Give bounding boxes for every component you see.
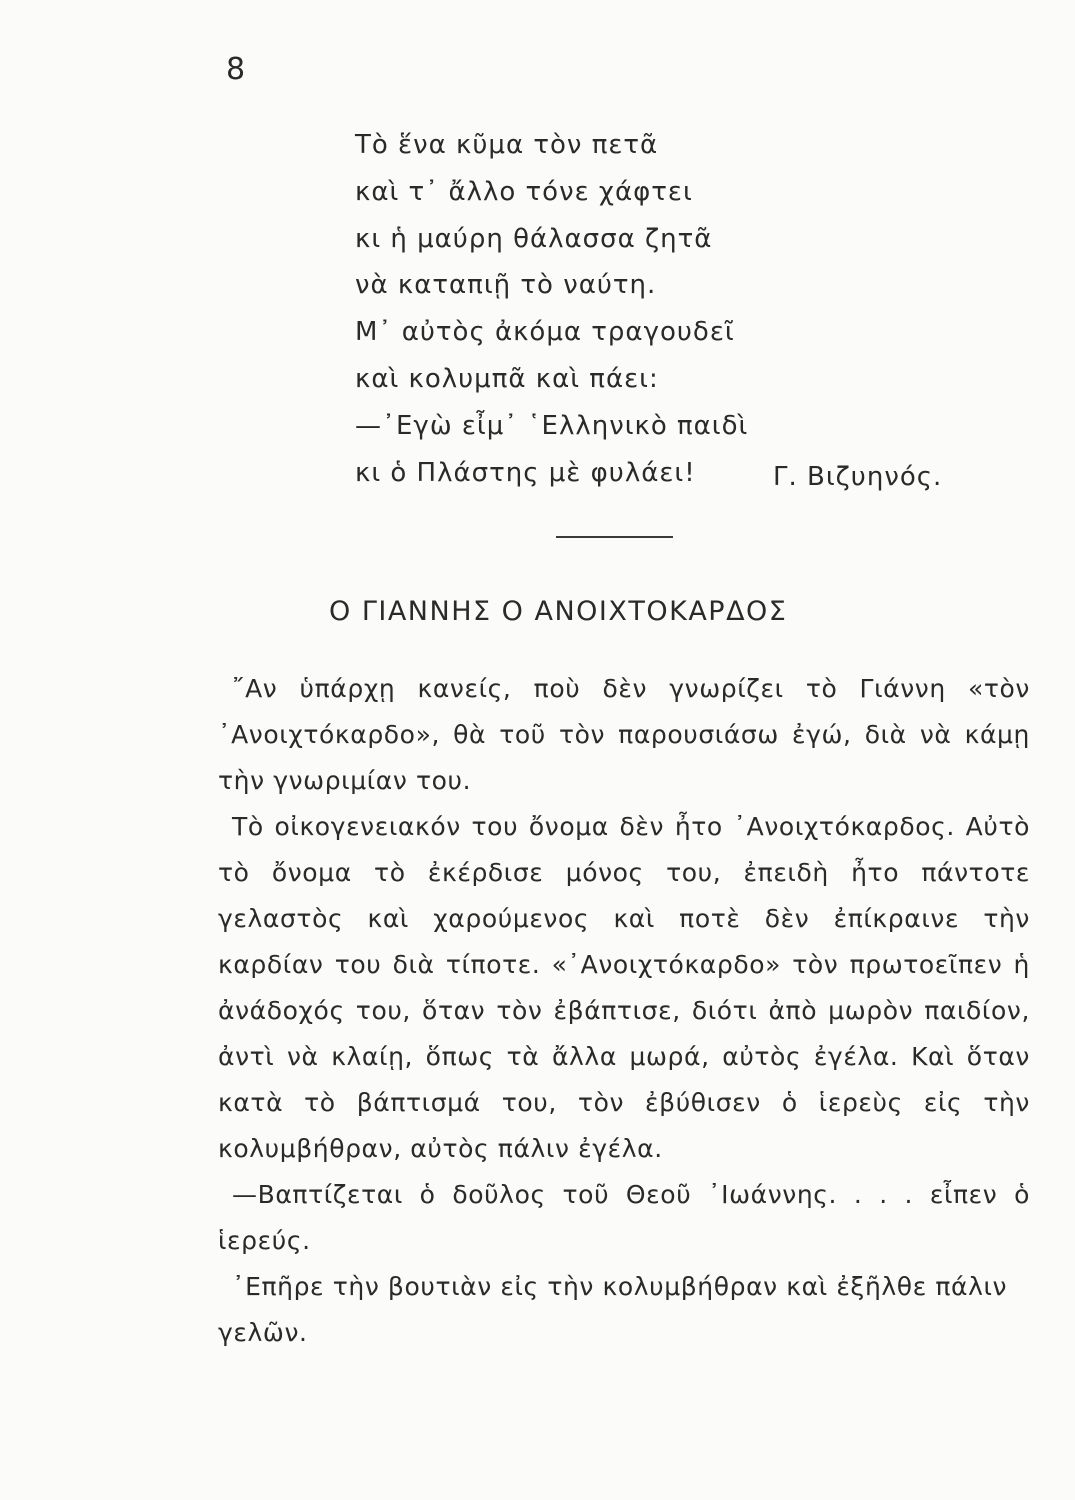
- poem-line: Τὸ ἕνα κῦμα τὸν πετᾶ: [355, 130, 659, 160]
- poem-author: Γ. Βιζυηνός.: [773, 462, 943, 492]
- poem-line: —᾽Εγὼ εἶμ᾽ ῾Ελληνικὸ παιδὶ: [355, 410, 749, 441]
- poem-line: καὶ τ᾽ ἄλλο τόνε χάφτει: [355, 176, 693, 207]
- page-number: 8: [226, 52, 246, 87]
- story-body: [218, 666, 1030, 1356]
- poem-line: κι ὁ Πλάστης μὲ φυλάει!: [355, 457, 696, 488]
- story-paragraph: ῎Αν ὑπάρχῃ κανείς, ποὺ δὲν γνωρίζει τὸ Γιάννη «τὸν ᾽Ανοιχτόκαρδο», θὰ τοῦ τὸν παρουσιάσω ἐγώ, διὰ νὰ κάμῃ τὴν γνωριμίαν του.: [218, 674, 1030, 795]
- poem: [355, 122, 815, 496]
- section-divider: [556, 536, 673, 538]
- poem-line: καὶ κολυμπᾶ καὶ πάει:: [355, 363, 659, 394]
- story-title: Ο ΓΙΑΝΝΗΣ Ο ΑΝΟΙΧΤΟΚΑΡΔΟΣ: [329, 596, 788, 627]
- poem-line: κι ἡ μαύρη θάλασσα ζητᾶ: [355, 223, 713, 254]
- story-paragraph: ᾽Επῆρε τὴν βουτιὰν εἰς τὴν κολυμβήθραν καὶ ἐξῆλθε πάλιν γελῶν.: [218, 1272, 1008, 1347]
- story-paragraph: Τὸ οἰκογενειακόν του ὄνομα δὲν ἦτο ᾽Ανοιχτόκαρδος. Αὐτὸ τὸ ὄνομα τὸ ἐκέρδισε μόνος του, ἐπειδὴ ἦτο πάντοτε γελαστὸς καὶ χαρούμενος καὶ ποτὲ δὲν ἐπίκραινε τὴν καρδίαν του διὰ τίποτε. «᾽Ανοιχτόκαρδο» τὸν πρωτοεῖπεν ἡ ἀνάδοχός του, ὅταν τὸν ἐβάπτισε, διότι ἀπὸ μωρὸν παιδίον, ἀντὶ νὰ κλαίῃ, ὅπως τὰ ἄλλα μωρά, αὐτὸς ἐγέλα. Καὶ ὅταν κατὰ τὸ βάπτισμά του, τὸν ἐβύθισεν ὁ ἱερεὺς εἰς τὴν κολυμβήθραν, αὐτὸς πάλιν ἐγέλα.: [218, 812, 1030, 1163]
- poem-line: νὰ καταπιῇ τὸ ναύτη.: [355, 270, 657, 301]
- poem-line: Μ᾽ αὐτὸς ἀκόμα τραγουδεῖ: [355, 317, 735, 348]
- story-paragraph: —Βαπτίζεται ὁ δοῦλος τοῦ Θεοῦ ᾽Ιωάννης. . . . εἶπεν ὁ ἱερεύς.: [218, 1180, 1030, 1255]
